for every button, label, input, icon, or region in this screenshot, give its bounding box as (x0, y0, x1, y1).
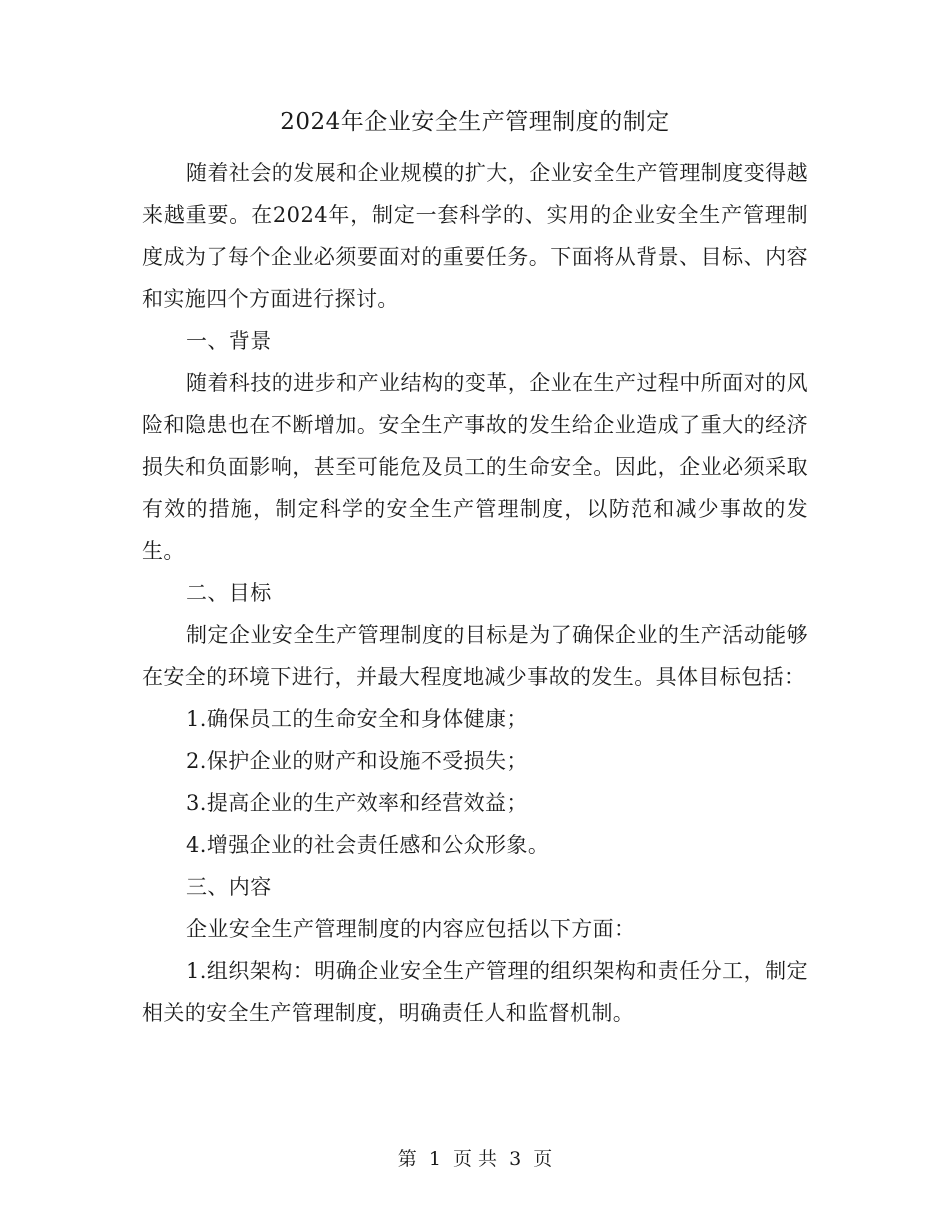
footer-middle: 页 共 (452, 1148, 498, 1170)
content-item-1: 1.组织架构：明确企业安全生产管理的组织架构和责任分工，制定相关的安全生产管理制度，明确责任人和监督机制。 (142, 959, 808, 1025)
footer-suffix: 页 (533, 1148, 553, 1170)
paragraph-content: 企业安全生产管理制度的内容应包括以下方面： (186, 917, 636, 941)
section-heading-goals: 二、目标 (186, 581, 272, 605)
footer-page-number: 1 (428, 1148, 441, 1170)
document-body (142, 152, 808, 1034)
paragraph-intro: 随着社会的发展和企业规模的扩大，企业安全生产管理制度变得越来越重要。在2024年，制定一套科学的、实用的企业安全生产管理制度成为了每个企业必须要面对的重要任务。下面将从背景、目标、内容和实施四个方面进行探讨。 (142, 161, 808, 311)
footer-prefix: 第 (397, 1148, 417, 1170)
goal-item-4: 4.增强企业的社会责任感和公众形象。 (186, 833, 550, 857)
footer-total-pages: 3 (509, 1148, 522, 1170)
document-title: 2024年企业安全生产管理制度的制定 (280, 109, 670, 135)
goal-item-1: 1.确保员工的生命安全和身体健康； (186, 707, 528, 731)
section-heading-content: 三、内容 (186, 875, 272, 899)
goal-item-3: 3.提高企业的生产效率和经营效益； (186, 791, 528, 815)
goal-item-2: 2.保护企业的财产和设施不受损失； (186, 749, 528, 773)
section-heading-background: 一、背景 (186, 329, 272, 353)
paragraph-goals: 制定企业安全生产管理制度的目标是为了确保企业的生产活动能够在安全的环境下进行，并最大程度地减少事故的发生。具体目标包括： (142, 623, 808, 689)
paragraph-background: 随着科技的进步和产业结构的变革，企业在生产过程中所面对的风险和隐患也在不断增加。安全生产事故的发生给企业造成了重大的经济损失和负面影响，甚至可能危及员工的生命安全。因此，企业必须采取有效的措施，制定科学的安全生产管理制度，以防范和减少事故的发生。 (142, 371, 808, 563)
page-footer (0, 1144, 950, 1174)
